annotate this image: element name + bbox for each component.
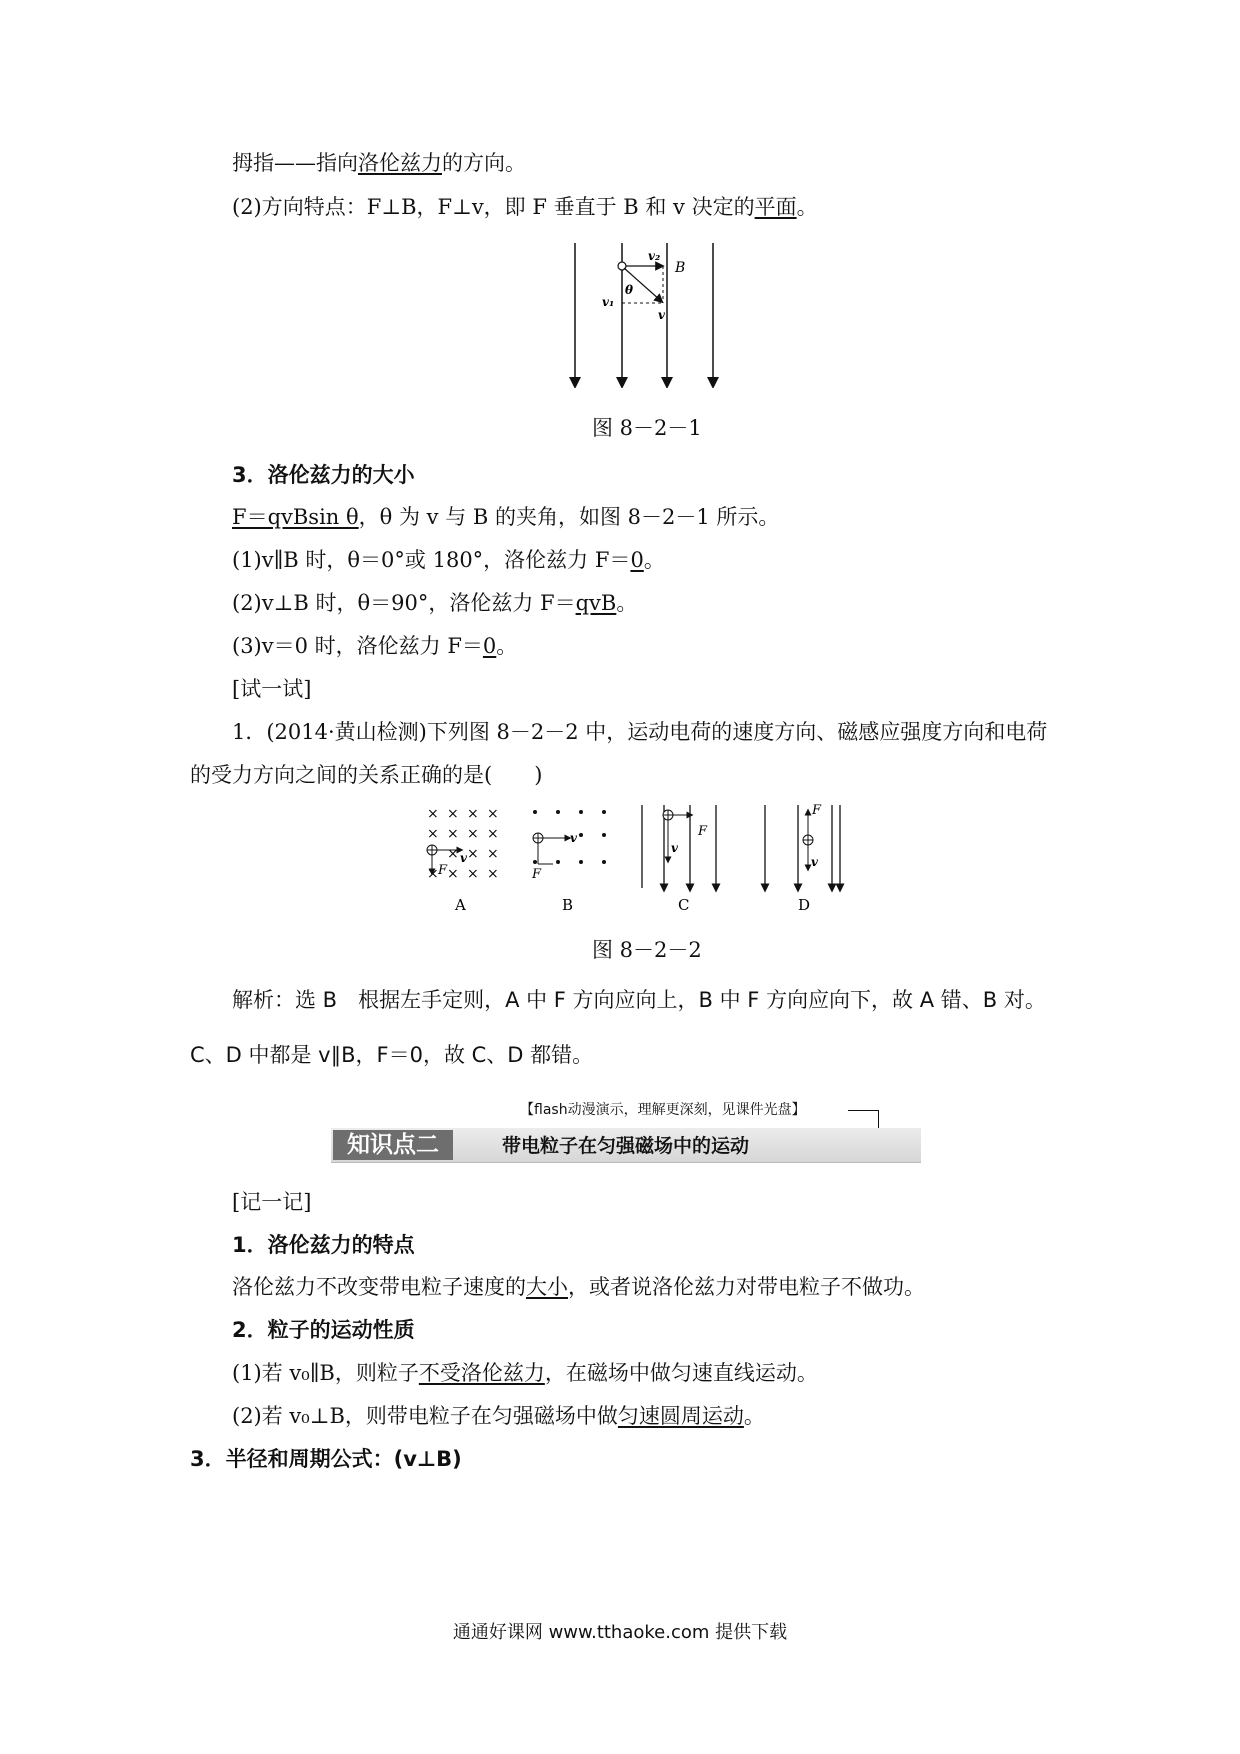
svg-text:×: ×: [447, 846, 459, 862]
svg-text:×: ×: [427, 866, 439, 882]
text: 的方向。: [442, 151, 526, 175]
remember-heading: [记一记]: [232, 1190, 312, 1214]
B-label: B: [675, 260, 686, 276]
banner-tag: 知识点二: [333, 1130, 453, 1160]
banner-note: 【flash动漫演示，理解更深刻，见课件光盘】: [520, 1102, 806, 1118]
text: ，或者说洛伦兹力对带电粒子不做功。: [568, 1275, 925, 1299]
svg-text:×: ×: [427, 806, 439, 822]
v2-label: v₂: [648, 249, 661, 263]
text: ，在磁场中做匀速直线运动。: [544, 1361, 818, 1385]
svg-text:×: ×: [467, 806, 479, 822]
panel-label: B: [562, 896, 574, 914]
figure-8-2-1: [560, 238, 720, 388]
text: (2)方向特点：F⊥B，F⊥v，即 F 垂直于 B 和 v 决定的: [232, 195, 755, 219]
v-label: v: [460, 851, 467, 865]
underlined-answer: qvB: [575, 591, 617, 615]
underlined-answer: 0: [482, 634, 497, 658]
svg-text:×: ×: [427, 826, 439, 842]
svg-text:×: ×: [487, 866, 499, 882]
section-heading: 2．粒子的运动性质: [232, 1318, 415, 1342]
question-line: 1．(2014·黄山检测)下列图 8－2－2 中，运动电荷的速度方向、磁感应强度方向和电荷: [232, 720, 1048, 744]
svg-text:×: ×: [467, 826, 479, 842]
v-label: v: [811, 855, 818, 869]
v-label: v: [658, 308, 665, 322]
underlined-answer: 洛伦兹力: [358, 151, 442, 175]
text-line: [232, 1358, 818, 1388]
panel-label: A: [455, 896, 466, 914]
v-label: v: [570, 831, 577, 845]
figure-caption: 图 8－2－2: [592, 938, 702, 962]
svg-text:×: ×: [447, 826, 459, 842]
svg-text:×: ×: [487, 806, 499, 822]
text: 拇指——指向: [232, 151, 358, 175]
F-label: F: [812, 803, 822, 818]
text: 。: [643, 548, 665, 572]
text-line: [232, 631, 517, 661]
page-footer: 通通好课网 www.tthaoke.com 提供下载: [452, 1622, 788, 1643]
svg-text:×: ×: [467, 866, 479, 882]
theta-label: θ: [625, 283, 634, 297]
text: 。: [616, 591, 638, 615]
text: (2)若 v₀⊥B，则带电粒子在匀强磁场中做: [232, 1404, 618, 1428]
section-heading: 3．半径和周期公式：(v⊥B): [190, 1447, 462, 1471]
text: (1)若 v₀∥B，则粒子: [232, 1361, 419, 1385]
v1-label: v₁: [602, 295, 615, 309]
text: ，θ 为 v 与 B 的夹角，如图 8－2－1 所示。: [358, 505, 780, 529]
underlined-answer: 匀速圆周运动: [617, 1404, 744, 1428]
text-line: [232, 545, 665, 575]
text: 。: [743, 1404, 765, 1428]
figure-8-2-2: [420, 800, 880, 920]
text: 。: [496, 634, 518, 658]
svg-text:×: ×: [487, 846, 499, 862]
panel-c: [642, 805, 716, 914]
panel-label: C: [678, 896, 690, 914]
text-line: [232, 1401, 765, 1431]
underlined-answer: 0: [630, 548, 644, 572]
panel-d: [765, 803, 840, 914]
F-label: F: [698, 824, 708, 839]
svg-text:×: ×: [447, 806, 459, 822]
svg-text:×: ×: [447, 866, 459, 882]
svg-text:×: ×: [487, 826, 499, 842]
question-line: 的受力方向之间的关系正确的是( ): [190, 763, 543, 787]
text-line: [232, 588, 637, 618]
text: 洛伦兹力不改变带电粒子速度的: [232, 1275, 526, 1299]
text-line: [232, 148, 526, 178]
figure-caption: 图 8－2－1: [592, 416, 702, 440]
underlined-answer: 大小: [526, 1275, 568, 1299]
section-heading: 1．洛伦兹力的特点: [232, 1233, 415, 1257]
banner-title: 带电粒子在匀强磁场中的运动: [502, 1135, 750, 1157]
underlined-answer: 平面: [754, 195, 797, 219]
text: (1)v∥B 时，θ＝0°或 180°，洛伦兹力 F＝: [232, 548, 631, 572]
answer-line: C、D 中都是 v∥B，F＝0，故 C、D 都错。: [190, 1043, 594, 1067]
panel-label: D: [798, 896, 811, 914]
try-heading: [试一试]: [232, 677, 312, 701]
svg-text:×: ×: [467, 846, 479, 862]
text: 。: [796, 195, 818, 219]
text-line: [232, 192, 818, 222]
v-label: v: [671, 841, 678, 855]
F-label: F: [438, 863, 448, 878]
underlined-answer: F＝qvBsin θ: [232, 505, 359, 529]
text: (3)v＝0 时，洛伦兹力 F＝: [232, 634, 483, 658]
text-line: [232, 502, 779, 532]
text: (2)v⊥B 时，θ＝90°，洛伦兹力 F＝: [232, 591, 576, 615]
section-heading: 3．洛伦兹力的大小: [232, 463, 415, 487]
text-line: [232, 1272, 925, 1302]
F-label: F: [532, 867, 542, 882]
panel-a: [427, 806, 499, 914]
underlined-answer: 不受洛伦兹力: [418, 1361, 545, 1385]
answer-line: 解析：选 B 根据左手定则，A 中 F 方向应向上，B 中 F 方向应向下，故 A 错、B 对。: [232, 988, 1046, 1012]
panel-b: [531, 810, 606, 914]
